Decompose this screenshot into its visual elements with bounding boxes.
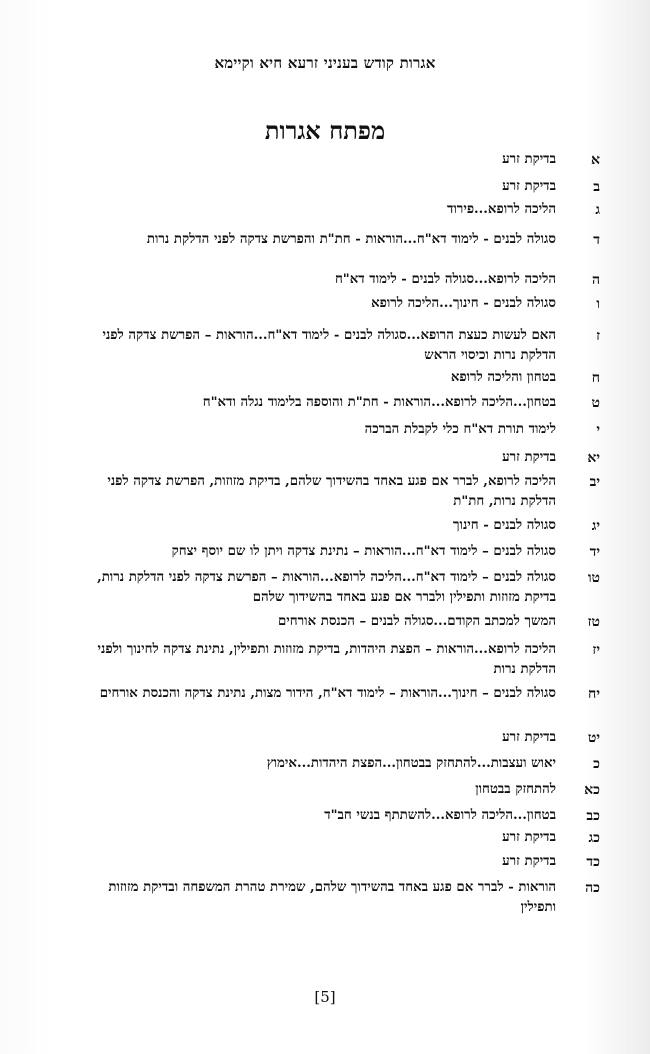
index-entry xyxy=(90,230,600,250)
index-entry xyxy=(90,568,600,608)
index-entry xyxy=(90,177,600,197)
entry-letter: יד xyxy=(589,544,600,560)
entry-description: בדיקת זרע xyxy=(502,152,556,167)
index-entry xyxy=(90,754,600,774)
entry-description: סגולה לבנים – לימוד דא"ח...הליכה לרופא...הוראות – הפרשת צדקה לפני הדלקת נרות, בדיקת מזוזות ותפילין ולברר אם פגע באחד בהשידוך שלהם xyxy=(97,570,556,605)
entry-description: סגולה לבנים - חינוך...הליכה לרופא xyxy=(371,296,556,311)
entry-description: הליכה לרופא...פירוד xyxy=(447,202,556,217)
index-entry xyxy=(90,368,600,388)
entry-description: יאוש ועצבות...להתחזק בבטחון...הפצת היהדות...אימוץ xyxy=(266,756,556,771)
index-entry xyxy=(90,542,600,562)
index-entry xyxy=(90,878,600,918)
entry-letter: כג xyxy=(588,830,600,846)
entry-letter: ח xyxy=(591,370,600,386)
index-entry xyxy=(90,852,600,872)
entry-letter: ה xyxy=(591,272,600,288)
index-entry xyxy=(90,806,600,826)
entry-description: בדיקת זרע xyxy=(502,830,556,845)
page-number: [5] xyxy=(314,988,336,1006)
entry-letter: י xyxy=(596,422,600,438)
page-title: מפתח אגרות xyxy=(264,116,386,145)
entry-letter: ג xyxy=(595,202,600,218)
entry-description: המשך למכתב הקודם...סגולה לבנים – הכנסת אורחים xyxy=(278,614,556,629)
entry-letter: טו xyxy=(587,570,600,586)
index-entry xyxy=(90,828,600,848)
entry-description: הליכה לרופא, לברר אם פגע באחד בהשידוך שלהם, בדיקת מזוזות, הפרשת צדקה לפני הדלקת נרות, חת"ת xyxy=(107,474,556,509)
index-entry xyxy=(90,270,600,290)
index-entry xyxy=(90,448,600,468)
entry-letter: ו xyxy=(596,296,600,312)
entry-letter: ד xyxy=(593,232,600,248)
entry-letter: ב xyxy=(593,179,600,195)
entry-letter: כב xyxy=(586,808,600,824)
index-entry xyxy=(90,780,600,800)
entry-description: סגולה לבנים – לימוד דא"ח...הוראות – נתינת צדקה ויתן לו שם יוסף יצחק xyxy=(171,544,556,559)
entry-description: בטחון...הליכה לרופא...להשתתף בנשי חב"ד xyxy=(324,808,556,823)
entry-description: הליכה לרופא...הוראות – הפצת היהדות, בדיקת מזוזות ותפילין, נתינת צדקה לחינוך ולפני הדלקת נרות xyxy=(97,642,556,677)
index-entry xyxy=(90,728,600,748)
entry-letter: יג xyxy=(591,518,600,534)
entry-description: האם לעשות כעצת הרופא...סגולה לבנים - לימוד דא"ח...הוראות – הפרשת צדקה לפני הדלקת נרות וכיסוי הראש xyxy=(102,328,556,363)
entry-description: בטחון...הליכה לרופא...הוראות - חת"ת והוספה בלימוד נגלה ודא"ח xyxy=(202,395,556,410)
index-entry xyxy=(90,420,600,440)
entry-description: בטחון והליכה לרופא xyxy=(450,370,556,385)
entry-description: סגולה לבנים – חינוך...הוראות – לימוד דא"ח, הידור מצות, נתינת צדקה והכנסת אורחים xyxy=(99,686,556,701)
entry-description: להתחזק בבטחון xyxy=(475,782,556,797)
index-entry xyxy=(90,472,600,512)
entry-description: בדיקת זרע xyxy=(502,179,556,194)
index-entry xyxy=(90,640,600,680)
entry-letter: יא xyxy=(587,450,600,466)
entry-letter: א xyxy=(591,152,600,168)
entry-letter: ט xyxy=(591,395,600,411)
entry-description: בדיקת זרע xyxy=(502,450,556,465)
index-entry xyxy=(90,684,600,704)
entry-description: הוראות - לברר אם פגע באחד בהשידוך שלהם, שמירת טהרת המשפחה ובדיקת מזוזות ותפילין xyxy=(108,880,556,915)
running-header: אגרות קודש בעניני זרעא חיא וקיימא xyxy=(214,54,436,72)
index-entry xyxy=(90,326,600,366)
entry-description: בדיקת זרע xyxy=(502,854,556,869)
entry-letter: יז xyxy=(592,642,600,658)
entry-description: בדיקת זרע xyxy=(502,730,556,745)
index-entry xyxy=(90,150,600,170)
index-entry xyxy=(90,200,600,220)
index-entry xyxy=(90,516,600,536)
entry-letter: ז xyxy=(596,328,600,344)
entry-description: סגולה לבנים - לימוד דא"ח...הוראות - חת"ת והפרשת צדקה לפני הדלקת נרות xyxy=(146,232,556,247)
entry-description: הליכה לרופא...סגולה לבנים - לימוד דא"ח xyxy=(334,272,556,287)
index-entry xyxy=(90,294,600,314)
entry-letter: כד xyxy=(586,854,600,870)
entry-description: סגולה לבנים - חינוך xyxy=(453,518,556,533)
entry-letter: יט xyxy=(587,730,600,746)
entry-description: לימוד תורת דא"ח כלי לקבלת הברכה xyxy=(364,422,556,437)
entry-letter: כה xyxy=(585,880,600,896)
entry-letter: כא xyxy=(584,782,600,798)
entry-letter: כ xyxy=(593,756,600,772)
index-entry xyxy=(90,612,600,632)
entry-letter: יב xyxy=(589,474,600,490)
entry-letter: יח xyxy=(588,686,600,702)
entry-letter: טז xyxy=(587,614,600,630)
index-entry xyxy=(90,393,600,413)
